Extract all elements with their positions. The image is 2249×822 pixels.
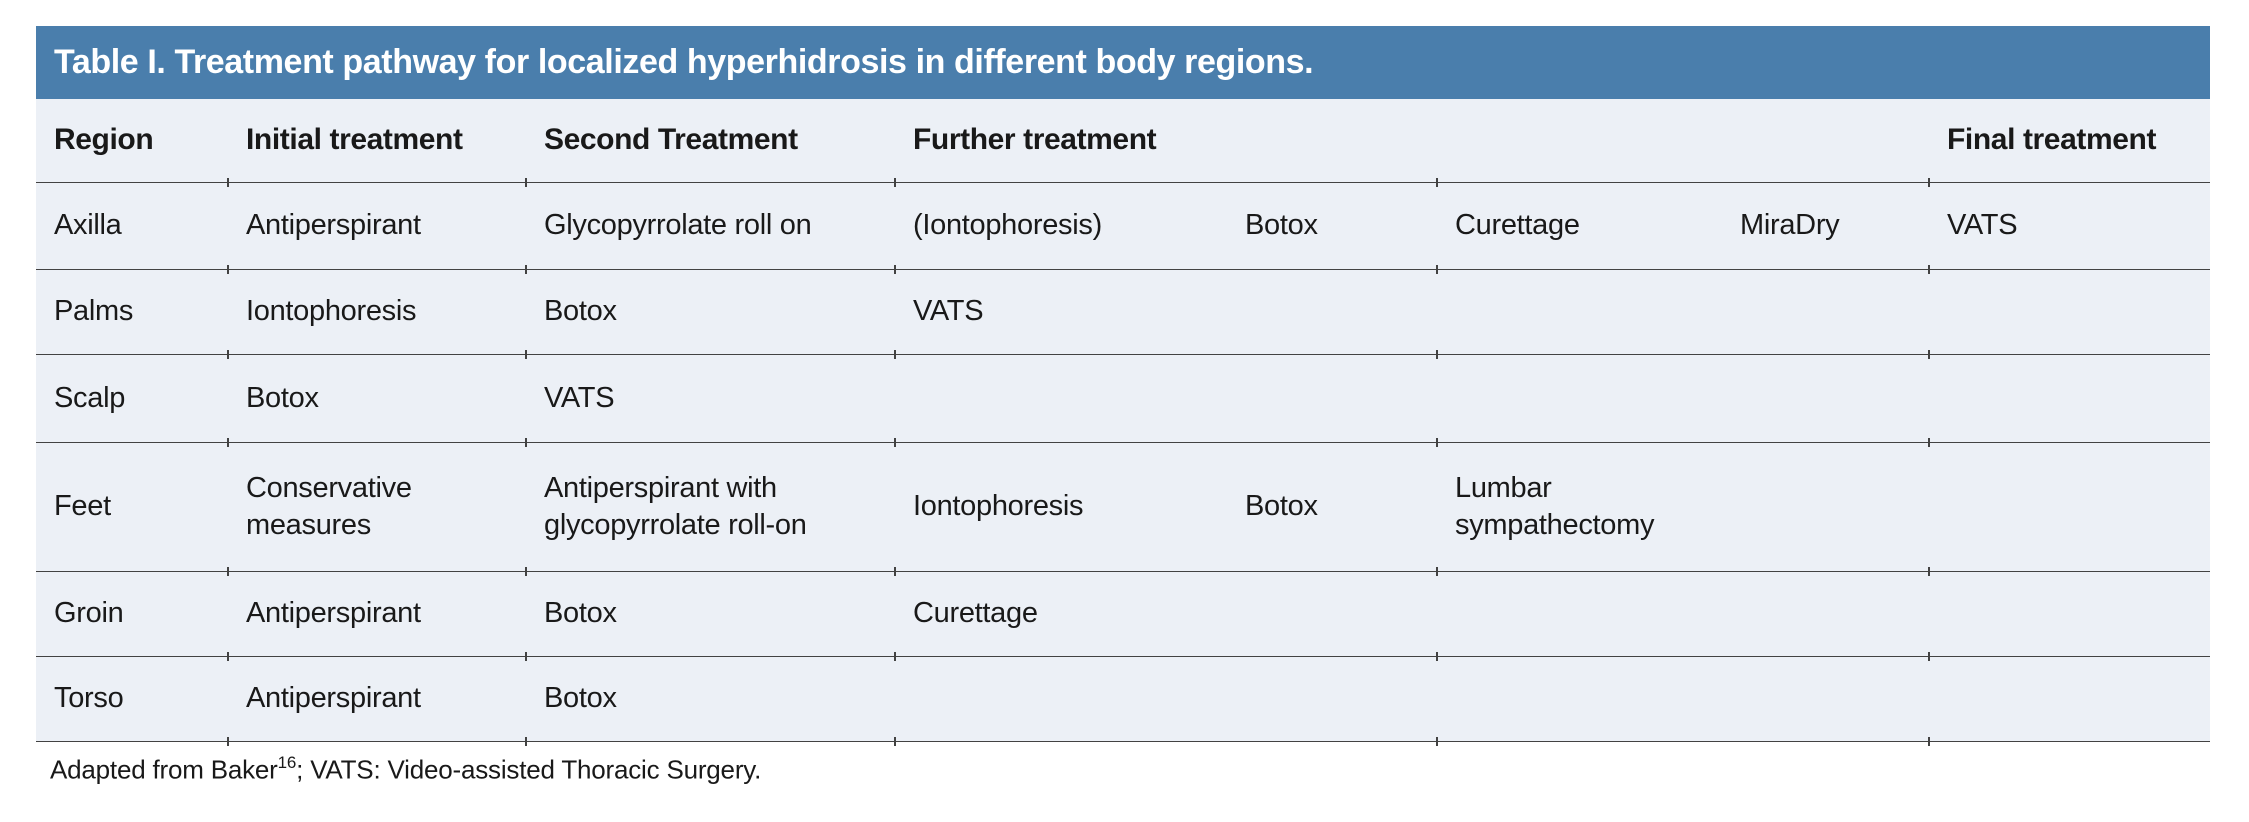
table-cell: Antiperspirant with glycopyrrolate roll-on <box>544 471 807 541</box>
table-body <box>36 99 2210 742</box>
row-region-label: Groin <box>54 597 124 630</box>
table-row-feet <box>36 443 2210 572</box>
table-cell: VATS <box>1947 209 2018 242</box>
footnote-citation-superscript: 16 <box>277 753 297 772</box>
row-region-label: Scalp <box>54 381 126 414</box>
column-header-initial-treatment: Initial treatment <box>246 123 463 157</box>
column-header-final-treatment: Final treatment <box>1947 123 2157 157</box>
row-region-label: Axilla <box>54 209 122 242</box>
column-header-further-treatment: Further treatment <box>913 123 1157 157</box>
table-row-torso <box>36 657 2210 742</box>
footnote-abbreviation-text: ; VATS: Video-assisted Thoracic Surgery. <box>296 754 762 785</box>
table-header-row <box>36 99 2210 183</box>
footnote-source-text: Adapted from Baker <box>50 754 278 785</box>
table-cell: MiraDry <box>1740 209 1840 242</box>
table-cell: Curettage <box>1455 209 1580 242</box>
table-cell: (Iontophoresis) <box>913 209 1102 242</box>
row-region-label: Torso <box>54 682 124 715</box>
table-row-scalp <box>36 355 2210 443</box>
column-header-region: Region <box>54 123 154 157</box>
table-cell: Lumbar sympathectomy <box>1455 471 1655 541</box>
table-cell: Antiperspirant <box>246 682 421 715</box>
table-cell: Iontophoresis <box>246 295 417 328</box>
column-header-second-treatment: Second Treatment <box>544 123 798 157</box>
table-cell: Botox <box>1245 209 1318 242</box>
table-cell: VATS <box>913 295 984 328</box>
table-cell: Botox <box>544 295 617 328</box>
table-cell: VATS <box>544 381 615 414</box>
table-cell: Antiperspirant <box>246 597 421 630</box>
treatment-pathway-table <box>36 26 2210 742</box>
row-region-label: Feet <box>54 490 111 523</box>
table-cell: Botox <box>544 682 617 715</box>
table-cell: Conservative measures <box>246 471 412 541</box>
table-row-groin <box>36 572 2210 657</box>
table-cell: Botox <box>1245 490 1318 523</box>
table-cell: Iontophoresis <box>913 490 1084 523</box>
table-row-palms <box>36 270 2210 355</box>
table-cell: Glycopyrrolate roll on <box>544 209 812 242</box>
table-cell: Antiperspirant <box>246 209 421 242</box>
table-cell: Botox <box>544 597 617 630</box>
table-cell: Curettage <box>913 597 1038 630</box>
table-row-axilla <box>36 183 2210 270</box>
table-title: Table I. Treatment pathway for localized hyperhidrosis in different body regions. <box>54 43 1314 81</box>
row-region-label: Palms <box>54 295 134 328</box>
table-cell: Botox <box>246 381 319 414</box>
table-footnote <box>50 754 761 786</box>
table-title-bar <box>36 26 2210 99</box>
